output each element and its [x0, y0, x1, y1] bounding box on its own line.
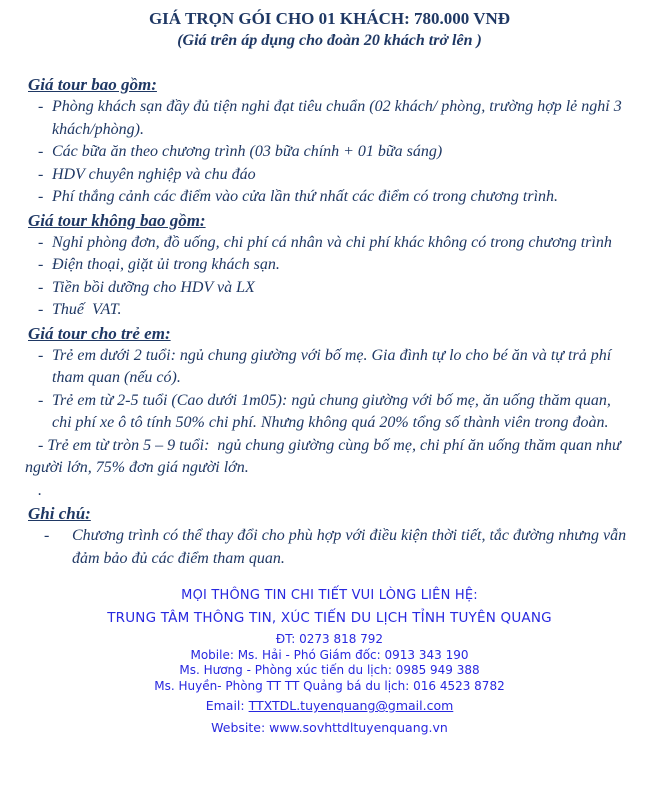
list-item	[38, 164, 631, 187]
contact-mobile-3: Ms. Huyền- Phòng TT TT Quảng bá du lịch: 016 4523 8782	[154, 678, 505, 693]
section-notes-heading: Ghi chú:	[28, 504, 91, 523]
email-label: Email:	[205, 698, 249, 713]
bullet-dash: -	[38, 278, 44, 296]
bullet-dash: -	[38, 165, 44, 183]
bullet-dash: -	[38, 301, 44, 318]
contact-mobile-2: Ms. Hương - Phòng xúc tiến du lịch: 0985 949 388	[179, 663, 480, 677]
bullet-dash: -	[38, 391, 44, 409]
list-item	[38, 345, 631, 390]
bullet-dash: -	[44, 527, 50, 544]
list-item-text: Thuế VAT.	[52, 301, 122, 318]
list-item-text: Nghỉ phòng đơn, đồ uống, chi phí cá nhân và chi phí khác không có trong chương trình	[52, 233, 612, 251]
list-item-text: Trẻ em dưới 2 tuổi: ngủ chung giường với bố mẹ. Gia đình tự lo cho bé ăn và tự trả phí tham quan (nếu có).	[52, 346, 616, 386]
list-item	[38, 232, 631, 255]
contact-mobile-1: Mobile: Ms. Hải - Phó Giám đốc: 0913 343 190	[190, 647, 469, 662]
section-included-heading: Giá tour bao gồm:	[28, 75, 157, 94]
bullet-dash: -	[38, 233, 44, 251]
list-item-text: Trẻ em từ 2-5 tuổi (Cao dưới 1m05): ngủ chung giường với bố mẹ, ăn uống thăm quan, chi phí xe ô tô tính 50% chi phí. Nhưng không quá 20% tổng số thành viên trong đoàn.	[52, 391, 615, 431]
contact-phone: ĐT: 0273 818 792	[275, 632, 384, 646]
contact-website-line	[28, 720, 631, 736]
contact-org-name: TRUNG TÂM THÔNG TIN, XÚC TIẾN DU LỊCH TỈNH TUYÊN QUANG	[107, 610, 552, 626]
list-item	[38, 96, 631, 141]
section-children	[25, 322, 631, 503]
list-item	[38, 186, 631, 209]
list-item: - Trẻ em từ tròn 5 – 9 tuổi: ngủ chung giường cùng bố mẹ, chi phí ăn uống thăm quan như người lớn, 75% đơn giá người lớn.	[25, 436, 625, 476]
section-children-heading: Giá tour cho trẻ em:	[28, 323, 171, 343]
page-title: GIÁ TRỌN GÓI CHO 01 KHÁCH: 780.000 VNĐ	[148, 9, 511, 28]
section-included	[28, 73, 631, 209]
bullet-dash: -	[38, 143, 44, 160]
bullet-dash: -	[38, 98, 44, 115]
list-item-text: Các bữa ăn theo chương trình (03 bữa chính + 01 bữa sáng)	[52, 143, 443, 160]
section-excluded	[28, 209, 631, 322]
list-item-text: Điện thoại, giặt ủi trong khách sạn.	[52, 256, 280, 273]
list-item	[38, 525, 631, 570]
list-item-text: Phòng khách sạn đầy đủ tiện nghi đạt tiêu chuẩn (02 khách/ phòng, trường hợp lẻ nghỉ 3 khách/phòng).	[52, 98, 626, 138]
bullet-dash: -	[38, 346, 44, 364]
list-item	[38, 277, 631, 300]
section-excluded-heading: Giá tour không bao gồm:	[28, 210, 206, 230]
contact-block	[28, 588, 631, 736]
list-item	[38, 141, 631, 164]
email-link[interactable]: TTXTDL.tuyenquang@gmail.com	[248, 698, 454, 713]
section-notes	[28, 502, 631, 570]
contact-header: MỌI THÔNG TIN CHI TIẾT VUI LÒNG LIÊN HỆ:	[181, 588, 478, 603]
list-item-text: Tiền bồi dưỡng cho HDV và LX	[52, 278, 255, 296]
trailing-dot: .	[38, 481, 42, 499]
list-item	[38, 390, 631, 435]
list-item	[38, 254, 631, 277]
bullet-dash: -	[38, 188, 44, 205]
list-item-text: Chương trình có thể thay đổi cho phù hợp với điều kiện thời tiết, tắc đường nhưng vẫn đảm bảo đủ các điểm tham quan.	[72, 527, 631, 567]
list-item-text: HDV chuyên nghiệp và chu đáo	[52, 165, 256, 183]
list-item-text: Phí thắng cảnh các điểm vào cửa lần thứ nhất các điểm có trong chương trình.	[52, 188, 559, 205]
page-subtitle: (Giá trên áp dụng cho đoàn 20 khách trở lên )	[177, 32, 482, 49]
bullet-dash: -	[38, 256, 44, 273]
contact-email-line	[28, 698, 631, 714]
website-label: Website:	[211, 720, 270, 735]
website-url: www.sovhttdltuyenquang.vn	[269, 720, 448, 735]
list-item	[38, 299, 631, 322]
